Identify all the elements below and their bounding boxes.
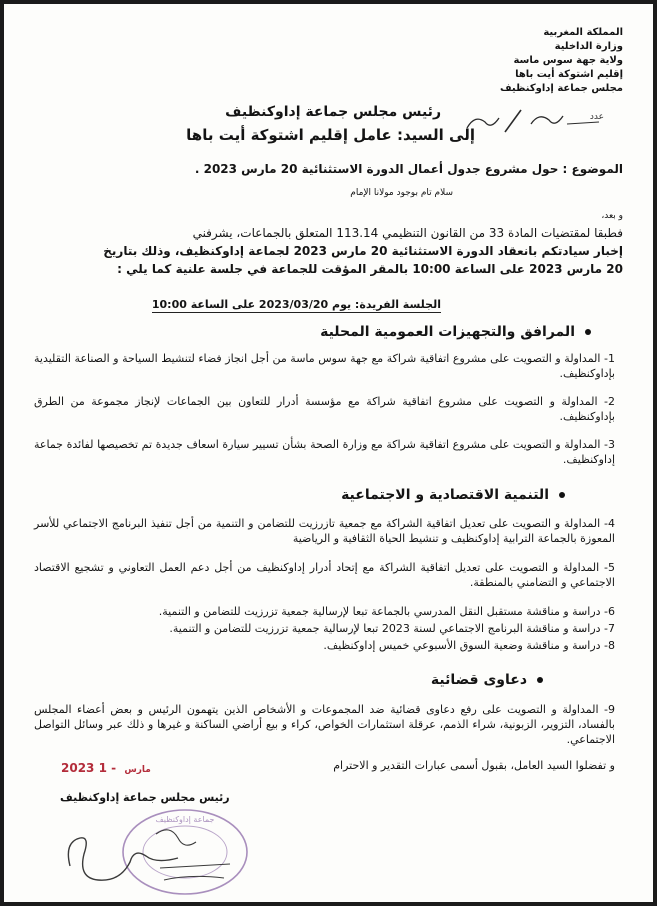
intro-line: فطبقا لمقتضيات المادة 33 من القانون التنظيمي 113.14 المتعلق بالجماعات، يشرفني (192, 226, 623, 240)
intro-line: 20 مارس 2023 على الساعة 10:00 بالمقر المؤقت للجماعة في جلسة علنية كما يلي : (117, 262, 623, 276)
ref-label: عدد (589, 112, 604, 122)
agenda-item: 7- دراسة و مناقشة البرنامج الاجتماعي لسنة 2023 تبعا لإرسالية جمعية تزرزيت للتضامن و التنمية. (169, 622, 615, 635)
recipient-line: إلى السيد: عامل إقليم اشتوكة أيت باها (186, 126, 475, 144)
agenda-item: 3- المداولة و التصويت على مشروع اتفاقية شراكة مع وزارة الصحة بشأن تسيير سيارة اسعاف جديدة تم تخصيصها لفائدة جماعة إداوكنظيف. (34, 438, 615, 466)
date-year: 2023 (61, 761, 95, 775)
session-line: الجلسة الفريدة: يوم 2023/03/20 على الساعة 10:00 (151, 298, 441, 311)
section-title-economic-social: التنمية الاقتصادية و الاجتماعية (341, 487, 565, 503)
reference-number (459, 104, 604, 138)
header-line: وزارة الداخلية (554, 41, 623, 52)
agenda-item: 2- المداولة و التصويت على مشروع اتفاقية شراكة مع مؤسسة أدرار للتعاون بين الجماعات لإنجاز مجموعة من الطرق بإداوكنظيف. (34, 395, 615, 423)
agenda-item: 9- المداولة و التصويت على رفع دعاوى قضائية ضد المجموعات و الأشخاص الذين يتهمون الرئيس و بعض أعضاء المجلس بالفساد، التزوير، الزبونية، شراء الذمم، عرقلة استثمارات الخواص، كراء و بيع أراضي الساكنة و غيرها و ذلك عبر وسائل التواصل الاجتماعي. (34, 703, 615, 746)
admin-header (500, 26, 623, 96)
header-line: مجلس جماعة إداوكنظيف (500, 83, 623, 94)
header-line: المملكة المغربية (543, 27, 623, 38)
seal-text: جماعة إداوكنظيف (155, 815, 215, 824)
agenda-item: 8- دراسة و مناقشة وضعية السوق الأسبوعي خميس إداوكنظيف. (323, 639, 615, 652)
intro-paragraph (60, 224, 623, 278)
section-title-lawsuits: دعاوى قضائية (431, 672, 543, 688)
sender-title: رئيس مجلس جماعة إداوكنظيف (225, 104, 441, 120)
date-day: 1 (98, 761, 107, 775)
date-stamp: 2023 مارس - 1 (61, 761, 151, 775)
header-line: ولاية جهة سوس ماسة (513, 55, 623, 66)
agenda-item: 1- المداولة و التصويت على مشروع اتفاقية شراكة مع جهة سوس ماسة من أجل انجاز فضاء لتنشيط السياحة و الصناعة التقليدية بإداوكنظيف. (34, 352, 615, 380)
official-seal-stamp (60, 804, 250, 902)
closing-line: و تفضلوا السيد العامل، بقبول أسمى عبارات التقدير و الاحترام (333, 759, 615, 772)
date-month: مارس (124, 765, 151, 775)
document-page (4, 4, 653, 902)
greeting: سلام تام بوجود مولانا الإمام (350, 188, 453, 198)
bullet-icon (585, 329, 591, 335)
subject-line: الموضوع : حول مشروع جدول أعمال الدورة الاستثنائية 20 مارس 2023 . (194, 162, 623, 176)
bullet-icon (559, 492, 565, 498)
bullet-icon (537, 677, 543, 683)
agenda-item: 5- المداولة و التصويت على تعديل اتفاقية الشراكة مع إتحاد أدرار إداوكنظيف من أجل دعم العمل التعاوني و تشجيع الاقتصاد الاجتماعي و التضامني بالمنطقة. (34, 561, 615, 589)
header-line: إقليم اشتوكة أيت باها (515, 69, 623, 80)
signatory-title: رئيس مجلس جماعة إداوكنظيف (60, 791, 230, 804)
agenda-item: 4- المداولة و التصويت على تعديل اتفاقية الشراكة مع جمعية تازرزيت للتضامن و التنمية من أجل تنفيذ البرنامج الاجتماعي للأسر المعوزة بالجماعة الترابية إداوكنظيف و تنشيط الحياة الثقافية و الرياضية (34, 517, 615, 545)
section-title-public-facilities: المرافق والتجهيزات العمومية المحلية (320, 324, 591, 340)
opening-word: و بعد، (601, 211, 623, 221)
agenda-item: 6- دراسة و مناقشة مستقبل النقل المدرسي بالجماعة تبعا لإرسالية جمعية تزرزيت للتضامن و التنمية. (158, 605, 615, 618)
intro-line: إخبار سيادتكم بانعقاد الدورة الاستثنائية 20 مارس 2023 لجماعة إداوكنظيف، وذلك بتاريخ (103, 244, 623, 258)
